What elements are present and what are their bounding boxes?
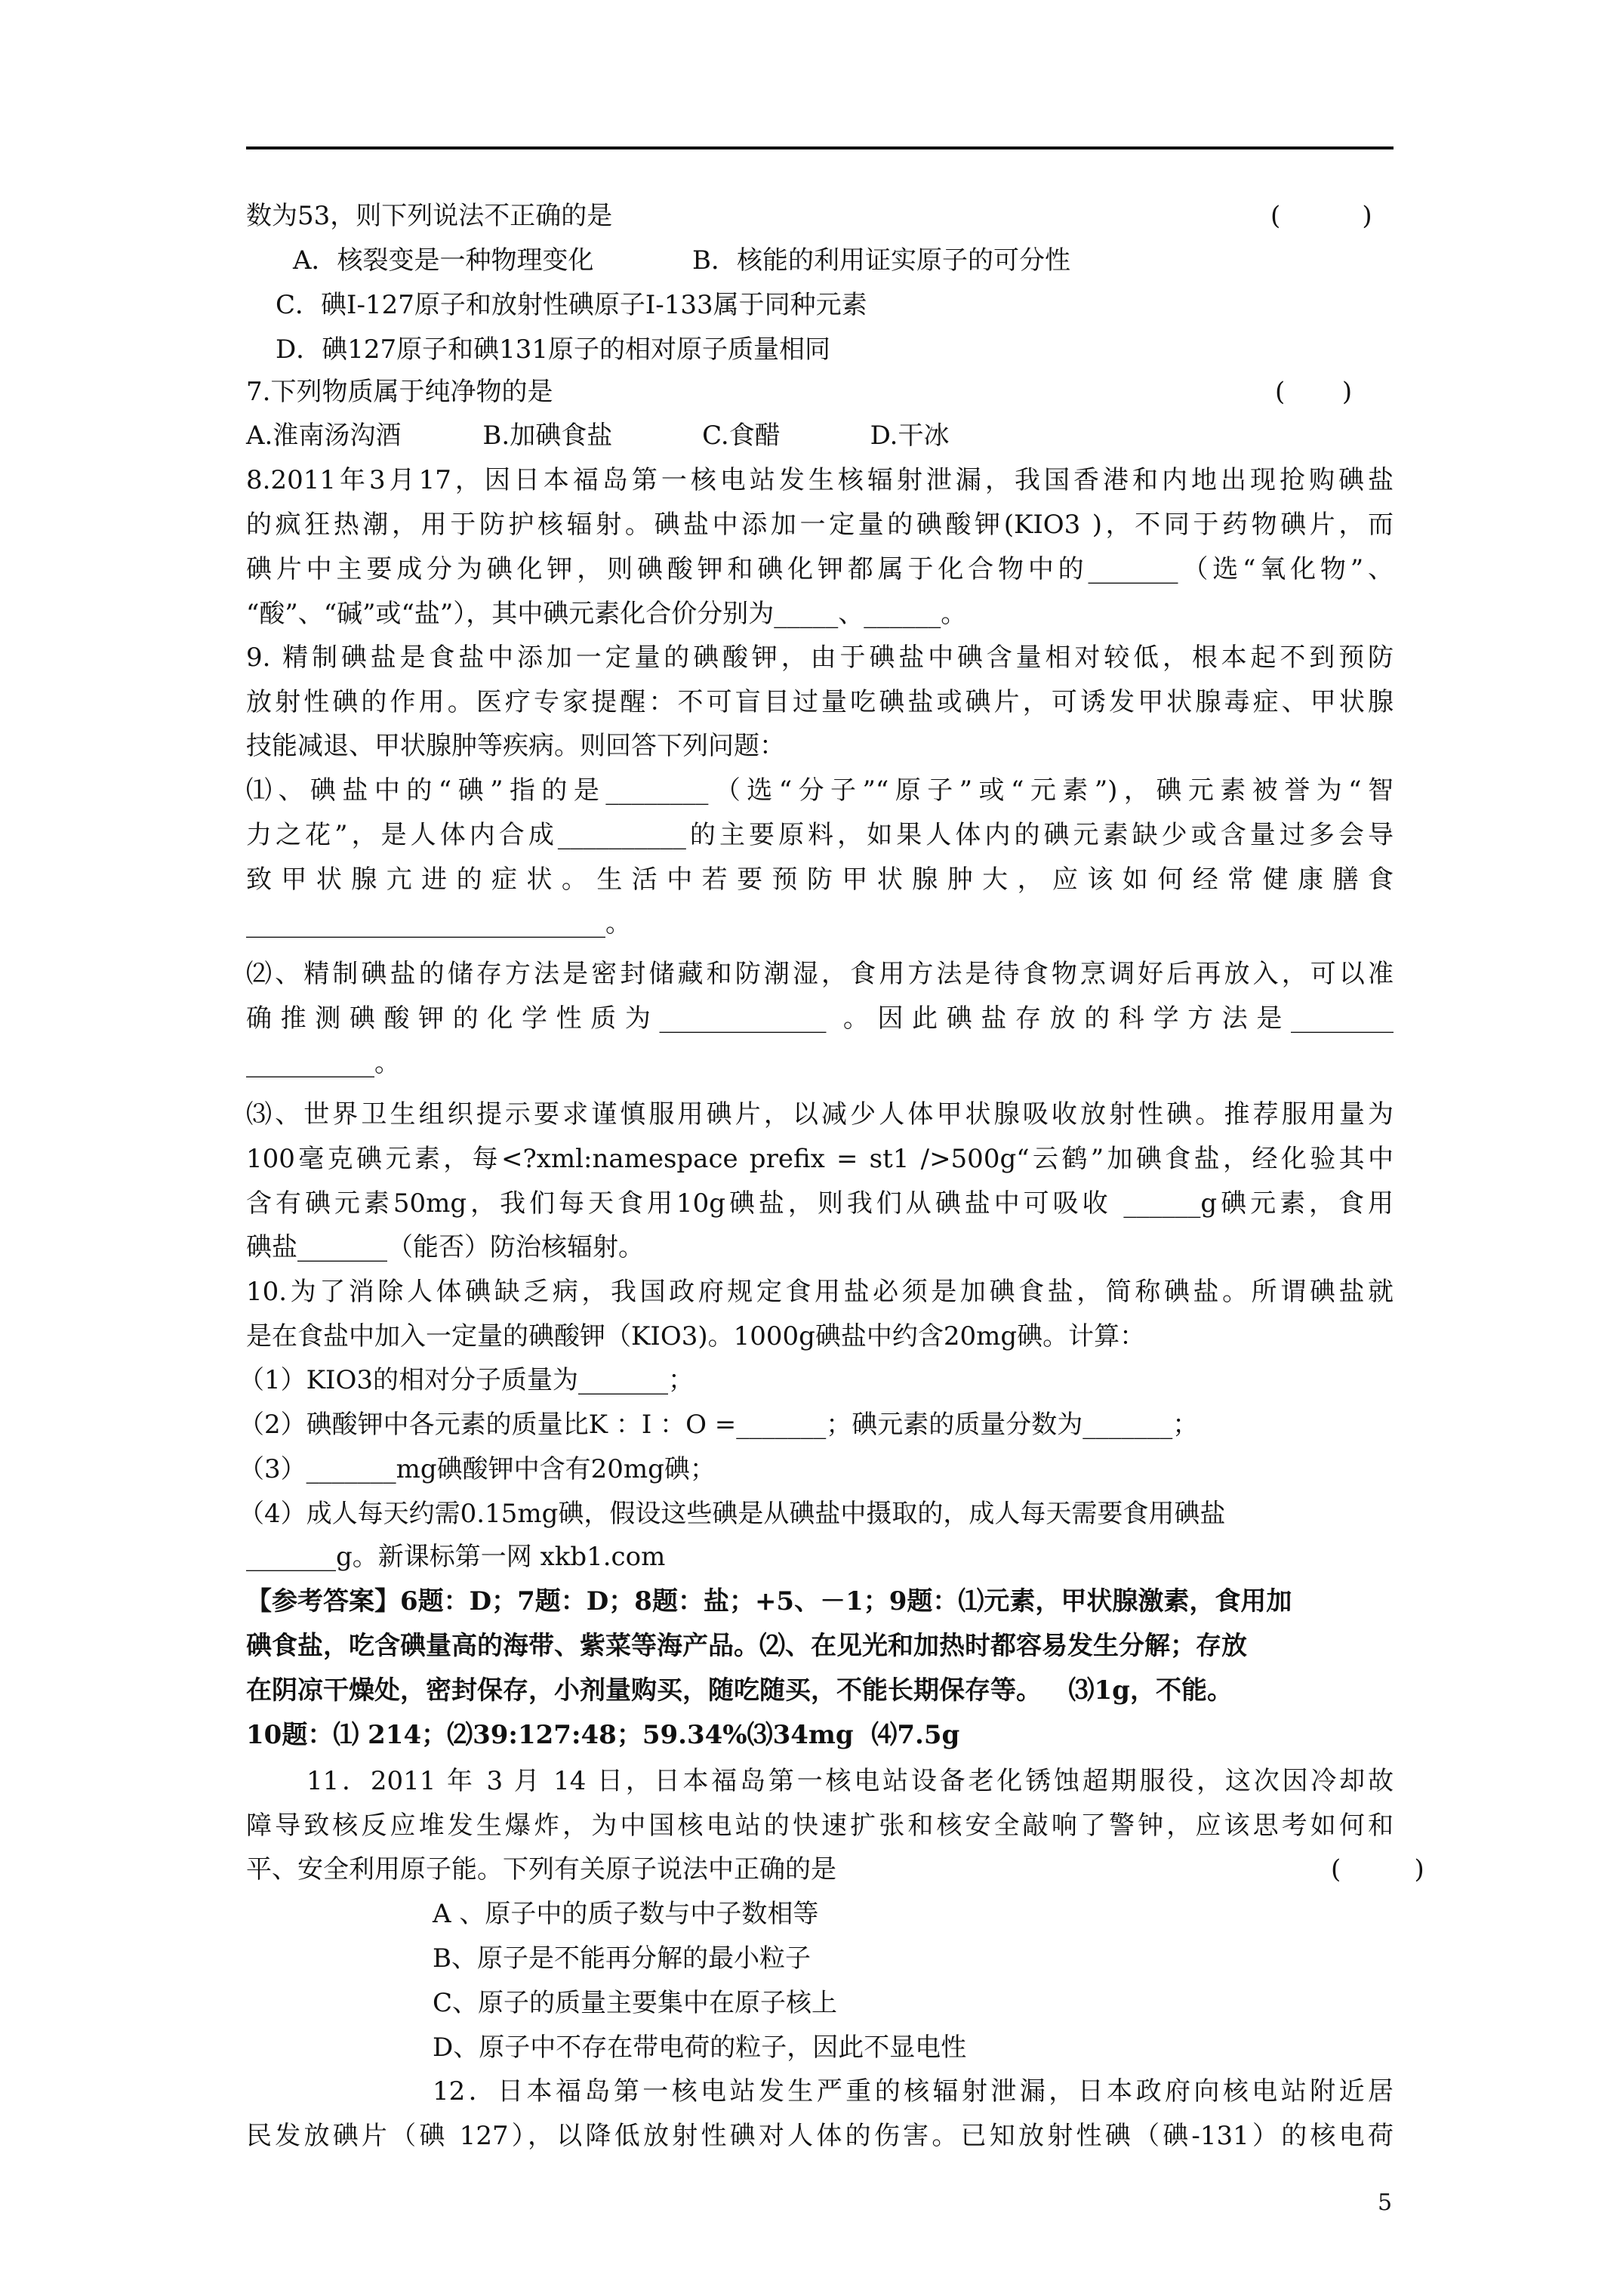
q8-line-2: 的疯狂热潮，用于防护核辐射。碘盐中添加一定量的碘酸钾(KIO3 )，不同于药物碘片，而: [246, 510, 1394, 540]
q9-part3-line-2: 100毫克碘元素，每<?xml:namespace prefix = st1 />500g“云鹤”加碘食盐，经化验其中: [246, 1144, 1394, 1174]
q9-line-1: 9. 精制碘盐是食盐中添加一定量的碘酸钾，由于碘盐中碘含量相对较低，根本起不到预防: [246, 643, 1394, 673]
answers-line-1: [246, 1586, 1292, 1616]
answers-label: 【参考答案】: [246, 1586, 400, 1616]
answers-line-1-text: 6题：D；7题：D；8题：盐；+5、－1；9题：⑴元素，甲状腺激素，食用加: [400, 1586, 1292, 1616]
q10-line-1: 10.为了消除人体碘缺乏病，我国政府规定食用盐必须是加碘食盐，简称碘盐。所谓碘盐就: [246, 1277, 1394, 1307]
q11-answer-paren: ( ): [1331, 1854, 1424, 1885]
q11-option-d: D、原子中不存在带电荷的粒子，因此不显电性: [433, 2032, 967, 2063]
q11-line-1: 11．2011 年 3 月 14 日，日本福岛第一核电站设备老化锈蚀超期服役，这次因冷却故: [306, 1766, 1394, 1796]
q11-option-b: B、原子是不能再分解的最小粒子: [433, 1943, 811, 1974]
q11-option-c: C、原子的质量主要集中在原子核上: [433, 1988, 838, 2018]
q10-sub-4-line-1: （4）成人每天约需0.15mg碘，假设这些碘是从碘盐中摄取的，成人每天需要食用碘盐: [239, 1499, 1226, 1529]
q11-line-3: 平、安全利用原子能。下列有关原子说法中正确的是: [246, 1854, 836, 1885]
q9-part1-line-2: 力之花”，是人体内合成__________的主要原料，如果人体内的碘元素缺少或含量过多会导: [246, 820, 1394, 850]
q8-line-4: “酸”、“碱”或“盐”），其中碘元素化合价分别为_____、______。: [246, 599, 967, 629]
q9-part2-line-2: 确推测碘酸钾的化学性质为_____________ 。因此碘盐存放的科学方法是________: [246, 1003, 1394, 1034]
q9-part1-line-1: ⑴、碘盐中的“碘”指的是________（选“分子”“原子”或“元素”)，碘元素被誉为“智: [246, 775, 1394, 806]
q11-line-2: 障导致核反应堆发生爆炸，为中国核电站的快速扩张和核安全敲响了警钟，应该思考如何和: [246, 1811, 1394, 1841]
q6-stem: 数为53，则下列说法不正确的是: [246, 201, 613, 231]
q7-options: A.淮南汤沟酒 B.加碘食盐 C.食醋 D.干冰: [246, 421, 950, 451]
q8-line-3: 碘片中主要成分为碘化钾，则碘酸钾和碘化钾都属于化合物中的_______（选“氧化物”、: [246, 554, 1394, 584]
answers-line-2: 碘食盐，吃含碘量高的海带、紫菜等海产品。⑵、在见光和加热时都容易发生分解；存放: [246, 1631, 1247, 1661]
answers-line-4: 10题：⑴ 214；⑵39:127:48；59.34%⑶34mg ⑷7.5g: [246, 1720, 960, 1750]
answers-line-3: 在阴凉干燥处，密封保存，小剂量购买，随吃随买，不能长期保存等。 ⑶1g，不能。: [246, 1675, 1233, 1706]
q6-option-d: D．碘127原子和碘131原子的相对原子质量相同: [276, 334, 831, 365]
q12-line-1: 12．日本福岛第一核电站发生严重的核辐射泄漏，日本政府向核电站附近居: [433, 2076, 1394, 2106]
q9-part2-line-3: __________。: [246, 1048, 400, 1078]
q9-part2-line-1: ⑵、精制碘盐的储存方法是密封储藏和防潮湿，食用方法是待食物烹调好后再放入，可以准: [246, 959, 1394, 989]
q12-line-2: 民发放碘片（碘 127），以降低放射性碘对人体的伤害。已知放射性碘（碘-131）的核电荷: [246, 2121, 1394, 2151]
q9-part1-line-4: ____________________________。: [246, 908, 631, 938]
q9-part3-line-3: 含有碘元素50mg，我们每天食用10g碘盐，则我们从碘盐中可吸收 ______g碘元素，食用: [246, 1188, 1394, 1219]
q9-line-2: 放射性碘的作用。医疗专家提醒：不可盲目过量吃碘盐或碘片，可诱发甲状腺毒症、甲状腺: [246, 687, 1394, 717]
q10-sub-4-line-2: _______g。新课标第一网 xkb1.com: [246, 1542, 666, 1572]
header-rule: [246, 146, 1394, 149]
q6-option-c: C．碘I-127原子和放射性碘原子I-133属于同种元素: [276, 290, 867, 320]
q7-answer-paren: ( ): [1275, 377, 1353, 407]
q6-answer-paren: ( ): [1270, 201, 1372, 231]
q9-line-3: 技能减退、甲状腺肿等疾病。则回答下列问题：: [246, 731, 785, 761]
q10-sub-1: （1）KIO3的相对分子质量为_______；: [239, 1365, 694, 1395]
q10-sub-3: （3）_______mg碘酸钾中含有20mg碘；: [239, 1454, 716, 1484]
q7-stem: 7.下列物质属于纯净物的是: [246, 377, 553, 407]
q8-line-1: 8.2011年3月17，因日本福岛第一核电站发生核辐射泄漏，我国香港和内地出现抢购碘盐: [246, 465, 1394, 495]
q6-option-b: B．核能的利用证实原子的可分性: [692, 245, 1070, 276]
page-number: 5: [1378, 2190, 1393, 2216]
q9-part3-line-4: 碘盐_______（能否）防治核辐射。: [246, 1232, 644, 1262]
q9-part1-line-3: 致甲状腺亢进的症状。生活中若要预防甲状腺肿大，应该如何经常健康膳食: [246, 864, 1394, 895]
q11-option-a: A 、原子中的质子数与中子数相等: [433, 1899, 819, 1929]
q6-option-a: A．核裂变是一种物理变化: [293, 245, 594, 276]
q10-sub-2: （2）碘酸钾中各元素的质量比K ：I ：O =_______；碘元素的质量分数为_______；: [239, 1410, 1199, 1440]
q10-line-2: 是在食盐中加入一定量的碘酸钾（KIO3)。1000g碘盐中约含20mg碘。计算：: [246, 1321, 1146, 1351]
q9-part3-line-1: ⑶、世界卫生组织提示要求谨慎服用碘片，以减少人体甲状腺吸收放射性碘。推荐服用量为: [246, 1099, 1394, 1130]
